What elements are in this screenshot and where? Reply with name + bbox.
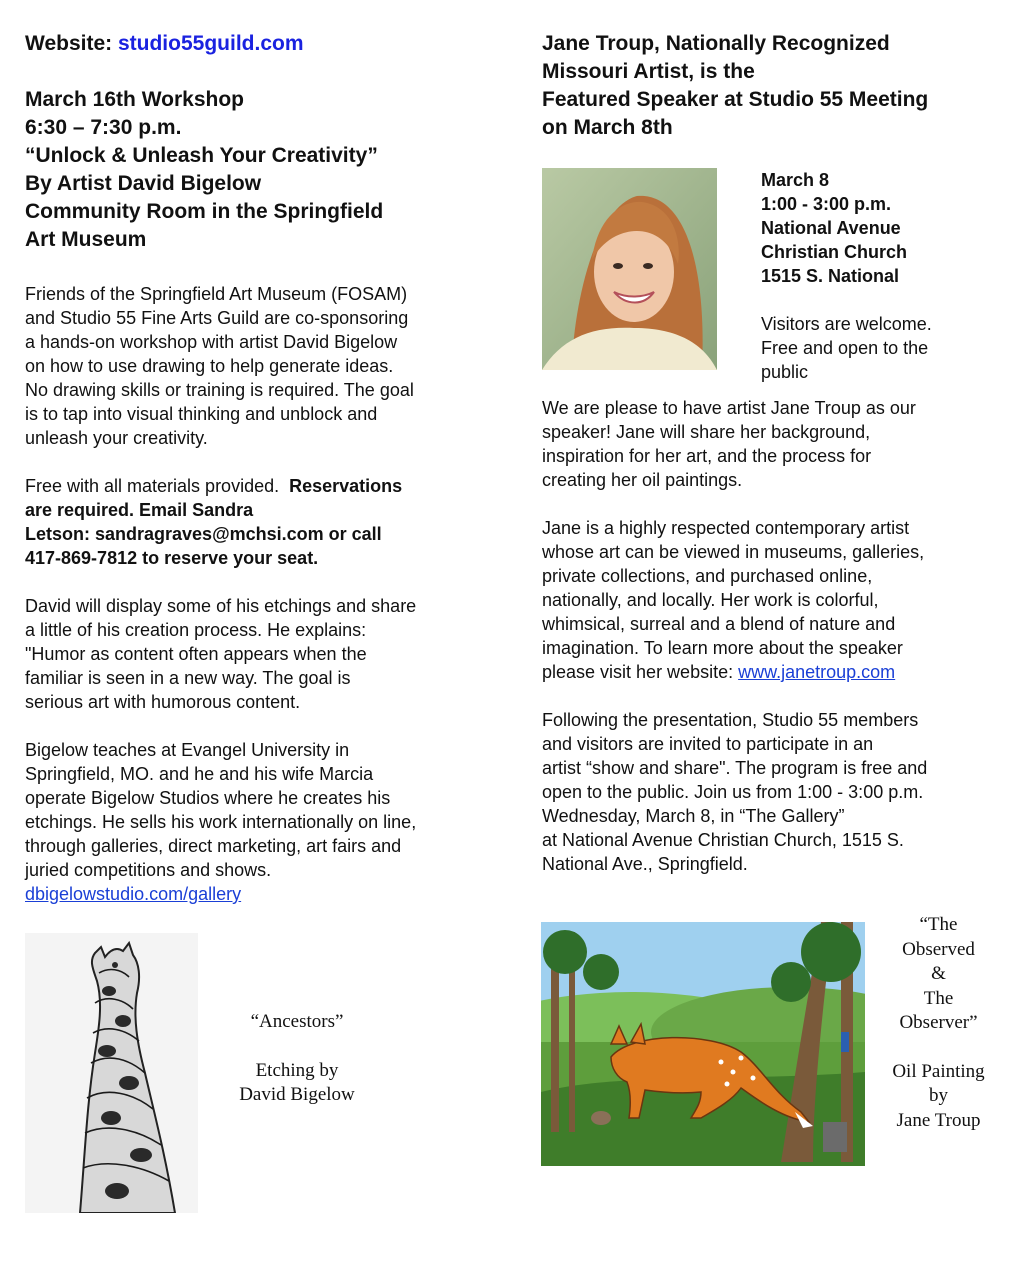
text-line: at National Avenue Christian Church, 1515 S. (542, 830, 904, 850)
painting-caption-line: Jane Troup (896, 1109, 981, 1131)
workshop-heading-line: By Artist David Bigelow (25, 172, 262, 195)
text-line: familiar is seen in a new way. The goal is (25, 668, 351, 688)
event-venue: National Avenue (761, 218, 901, 238)
fox-painting-image (541, 922, 865, 1166)
text-line: inspiration for her art, and the process for (542, 446, 872, 466)
event-venue: Christian Church (761, 242, 908, 262)
text-line: on how to use drawing to help generate ideas. (25, 356, 394, 376)
text-line: Free and open to the (761, 338, 929, 358)
text-line (542, 660, 1002, 684)
etching-caption-line: Etching by (255, 1059, 339, 1081)
workshop-heading-line: March 16th Workshop (25, 88, 244, 111)
visitors-note (761, 312, 1001, 384)
workshop-heading-line: 6:30 – 7:30 p.m. (25, 116, 182, 139)
text-line: etchings. He sells his work internationally on line, (25, 812, 417, 832)
workshop-heading-line: Community Room in the Springfield (25, 200, 384, 223)
text-line: whimsical, surreal and a blend of nature and (542, 614, 896, 634)
text-line: creating her oil paintings. (542, 470, 743, 490)
giraffe-etching-image (25, 933, 198, 1213)
text-line: unleash your creativity. (25, 428, 208, 448)
text-line: No drawing skills or training is required. The goal (25, 380, 414, 400)
website-label: Website: (25, 32, 113, 55)
painting-caption-line: Oil Painting (892, 1060, 985, 1082)
speaker-heading-line: on March 8th (542, 116, 673, 139)
reservation-info (25, 474, 495, 570)
text-line: open to the public. Join us from 1:00 - 3:00 p.m. (542, 782, 924, 802)
contact-phone-line: 417-869-7812 to reserve your seat. (25, 548, 319, 568)
event-details (761, 168, 1001, 288)
etching-caption-line: David Bigelow (239, 1084, 355, 1105)
speaker-heading-line: Featured Speaker at Studio 55 Meeting (542, 88, 929, 111)
painting-title-line: & (931, 963, 946, 984)
workshop-description (25, 282, 495, 450)
text-line: private collections, and purchased online, (542, 566, 873, 586)
text-line: artist “show and share". The program is free and (542, 758, 928, 778)
text-line: Jane is a highly respected contemporary artist (542, 518, 910, 538)
speaker-heading (542, 30, 1002, 142)
text-line (25, 474, 495, 498)
etching-caption (222, 1010, 372, 1108)
workshop-heading-line: Art Museum (25, 228, 147, 251)
gallery-link[interactable]: dbigelowstudio.com/gallery (25, 884, 242, 904)
show-and-share-info (542, 708, 1002, 876)
speaker-heading-line: Missouri Artist, is the (542, 60, 755, 83)
painting-title-line: Observer” (899, 1012, 978, 1033)
text-line: "Humor as content often appears when the (25, 644, 367, 664)
event-time: 1:00 - 3:00 p.m. (761, 194, 892, 214)
text-line: juried competitions and shows. (25, 860, 272, 880)
text-line: Friends of the Springfield Art Museum (FOSAM) (25, 284, 408, 304)
text-line: speaker! Jane will share her background, (542, 422, 871, 442)
text-line: Visitors are welcome. (761, 314, 932, 334)
text-line: Following the presentation, Studio 55 members (542, 710, 919, 730)
painting-title-line: The (923, 987, 954, 1009)
reservations-text: Reservations (289, 476, 403, 496)
text-line: public (761, 362, 809, 382)
etching-title: “Ancestors” (250, 1011, 344, 1032)
text-line: National Ave., Springfield. (542, 854, 748, 874)
painting-caption (876, 913, 1001, 1133)
text-line: and visitors are invited to participate in an (542, 734, 874, 754)
workshop-heading (25, 86, 495, 254)
fox-painting-icon (541, 922, 865, 1166)
workshop-heading-line: “Unlock & Unleash Your Creativity” (25, 144, 378, 167)
website-prefix: please visit her website: (542, 662, 734, 682)
text-line: is to tap into visual thinking and unblock and (25, 404, 378, 424)
text-line: David will display some of his etchings and share (25, 596, 417, 616)
bigelow-bio (25, 738, 495, 906)
janetroup-website-link[interactable]: www.janetroup.com (738, 662, 896, 682)
text-line: through galleries, direct marketing, art fairs and (25, 836, 402, 856)
giraffe-etching-icon (25, 933, 198, 1213)
spacer (222, 1035, 372, 1059)
painting-title-line: “The (919, 914, 958, 935)
text-line: imagination. To learn more about the speaker (542, 638, 903, 658)
text-line: nationally, and locally. Her work is colorful, (542, 590, 879, 610)
text-line: Springfield, MO. and he and his wife Marcia (25, 764, 374, 784)
text-line: Bigelow teaches at Evangel University in (25, 740, 350, 760)
event-address: 1515 S. National (761, 266, 900, 286)
text-line: serious art with humorous content. (25, 692, 301, 712)
portrait-photo (542, 168, 717, 370)
text-line: are required. Email Sandra (25, 500, 254, 520)
speaker-intro (542, 396, 1002, 492)
text-line: operate Bigelow Studios where he creates his (25, 788, 391, 808)
text-line: Wednesday, March 8, in “The Gallery” (542, 806, 845, 826)
text-line: a little of his creation process. He explains: (25, 620, 367, 640)
painting-caption-line: by (929, 1085, 948, 1106)
text-line: We are please to have artist Jane Troup as our (542, 398, 916, 418)
painting-title-line: Observed (902, 938, 975, 960)
text-line: and Studio 55 Fine Arts Guild are co-sponsoring (25, 308, 409, 328)
website-link[interactable]: studio55guild.com (117, 32, 304, 55)
portrait-photo-icon (542, 168, 717, 370)
free-materials-text: Free with all materials provided. (25, 476, 280, 496)
speaker-heading-line: Jane Troup, Nationally Recognized (542, 32, 890, 55)
text-line: whose art can be viewed in museums, galleries, (542, 542, 925, 562)
text-line: a hands-on workshop with artist David Bigelow (25, 332, 398, 352)
contact-email-line: Letson: sandragraves@mchsi.com or call (25, 524, 382, 544)
event-date: March 8 (761, 170, 830, 190)
spacer (876, 1036, 1001, 1060)
website-line (25, 30, 495, 58)
speaker-bio (542, 516, 1002, 684)
etchings-description (25, 594, 495, 714)
